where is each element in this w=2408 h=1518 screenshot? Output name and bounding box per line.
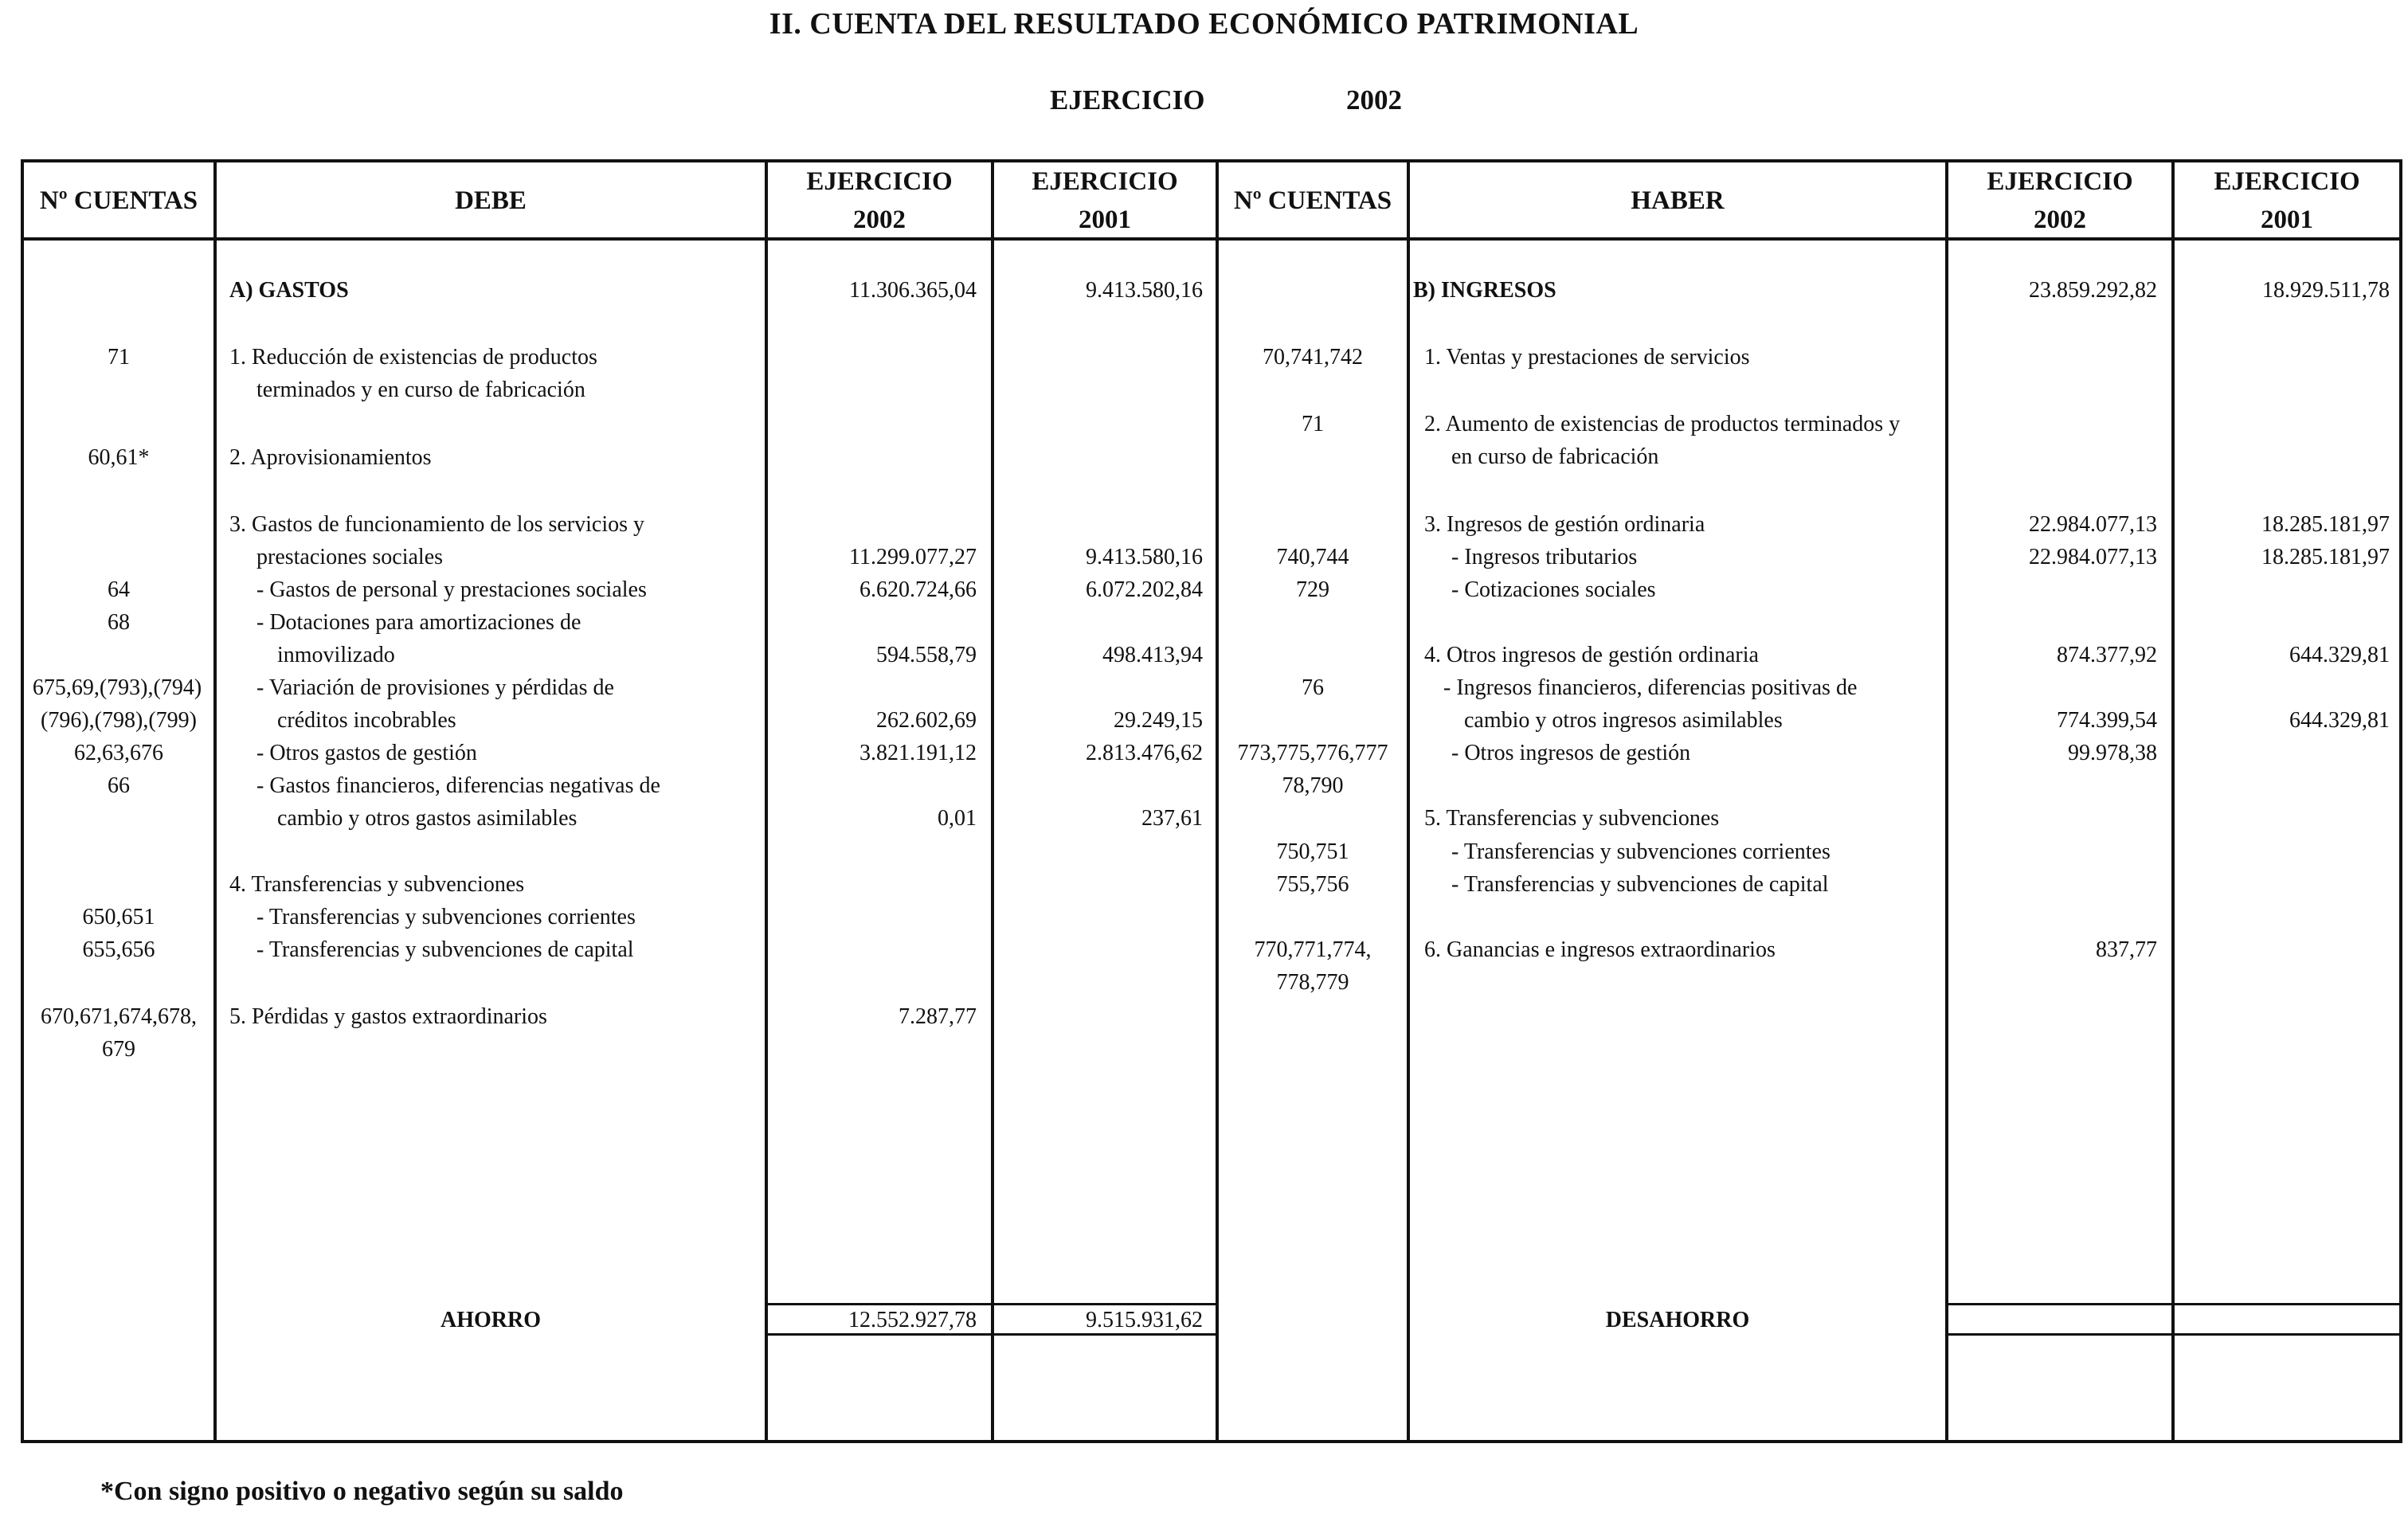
col-divider [2171,162,2175,1440]
header-cuentas-debe: Nº CUENTAS [39,186,198,215]
header-debe-2002: EJERCICIO 2002 [806,167,953,234]
haber-h4b-cuenta1: 773,775,776,777 [1237,741,1388,765]
debe-r1-cuenta: 71 [108,345,130,370]
haber-h5a-cuenta: 750,751 [1276,839,1349,864]
debe-r3a-2002: 6.620.724,66 [859,577,977,602]
debe-r3-line1: 3. Gastos de funcionamiento de los servicios y [229,512,645,537]
debe-r3-line2: prestaciones sociales [256,545,444,569]
fiscal-year-label: EJERCICIO [1050,84,1205,115]
debe-r3d-cuenta: 62,63,676 [74,741,163,765]
haber-h5a-label: - Transferencias y subvenciones corrientes [1451,839,1830,864]
haber-h5b-cuenta: 755,756 [1276,872,1349,897]
debe-r3b-2001: 498.413,94 [1102,643,1203,667]
haber-h5-label: 5. Transferencias y subvenciones [1424,806,1720,831]
haber-h3b-label: - Cotizaciones sociales [1451,577,1656,602]
debe-r3a-cuenta: 64 [108,577,130,602]
debe-r3d-2002: 3.821.191,12 [859,741,977,765]
debe-r3b-cuenta: 68 [108,610,130,635]
debe-r3-2001: 9.413.580,16 [1086,545,1203,569]
haber-h2-line1: 2. Aumento de existencias de productos terminados y [1424,412,1901,436]
fiscal-year-value: 2002 [1346,84,1402,115]
debe-gastos-label: A) GASTOS [229,278,349,303]
debe-r3c-line2: créditos incobrables [277,708,456,733]
debe-r3d-2001: 2.813.476,62 [1086,741,1203,765]
haber-h1-label: 1. Ventas y prestaciones de servicios [1424,345,1750,370]
debe-r3c-cuenta2: (796),(798),(799) [41,708,197,733]
debe-r3c-cuenta1: 675,69,(793),(794) [32,675,202,700]
debe-r3a-label: - Gastos de personal y prestaciones sociales [256,577,647,602]
debe-r2-label: 2. Aprovisionamientos [229,445,432,470]
haber-h4-label: 4. Otros ingresos de gestión ordinaria [1424,643,1759,667]
col-divider [213,162,217,1440]
haber-h4a-cuenta: 76 [1302,675,1324,700]
debe-gastos-2001: 9.413.580,16 [1086,278,1203,303]
debe-r3c-line1: - Variación de provisiones y pérdidas de [256,675,614,700]
debe-ahorro-2001: 9.515.931,62 [1086,1308,1203,1332]
haber-desahorro-label: DESAHORRO [1605,1308,1750,1332]
haber-h3-2002: 22.984.077,13 [2029,512,2157,537]
debe-r5-label: 5. Pérdidas y gastos extraordinarios [229,1004,547,1029]
header-cuentas-haber: Nº CUENTAS [1233,186,1392,215]
haber-h5b-label: - Transferencias y subvenciones de capital [1451,872,1829,897]
haber-h3-2001: 18.285.181,97 [2261,512,2390,537]
col-divider [991,162,994,1440]
fiscal-year-line [1050,84,1402,116]
debe-r3e-2001: 237,61 [1141,806,1203,831]
haber-h4a-2002: 774.399,54 [2057,708,2157,733]
debe-r3c-2001: 29.249,15 [1114,708,1203,733]
haber-h6-cuenta1: 770,771,774, [1254,937,1372,962]
col-divider [765,162,768,1440]
header-haber-2001: EJERCICIO 2001 [2214,167,2360,234]
haber-h6-label: 6. Ganancias e ingresos extraordinarios [1424,937,1776,962]
haber-ingresos-2001: 18.929.511,78 [2262,278,2390,303]
header-debe-2001: EJERCICIO 2001 [1032,167,1178,234]
haber-h2-line2: en curso de fabricación [1451,444,1659,469]
total-line [1945,1333,2402,1336]
haber-h4-2002: 874.377,92 [2057,643,2157,667]
total-line [1945,1303,2402,1305]
haber-h4-2001: 644.329,81 [2289,643,2390,667]
debe-r3e-cuenta: 66 [108,773,130,798]
debe-r5-cuenta2: 679 [102,1037,135,1062]
haber-h1-cuenta: 70,741,742 [1263,345,1363,370]
debe-r4a-label: - Transferencias y subvenciones corrientes [256,905,636,929]
debe-r1-line1: 1. Reducción de existencias de productos [229,345,597,370]
header-haber-2002: EJERCICIO 2002 [1987,167,2133,234]
haber-ingresos-label: B) INGRESOS [1413,278,1556,303]
haber-h3b-cuenta: 729 [1296,577,1329,602]
haber-h2-cuenta: 71 [1302,412,1324,436]
haber-h3a-cuenta: 740,744 [1276,545,1349,569]
col-divider [1945,162,1948,1440]
debe-r3a-2001: 6.072.202,84 [1086,577,1203,602]
debe-r4-label: 4. Transferencias y subvenciones [229,872,525,897]
haber-ingresos-2002: 23.859.292,82 [2029,278,2157,303]
haber-h4b-label: - Otros ingresos de gestión [1451,741,1691,765]
debe-r3e-line1: - Gastos financieros, diferencias negativas de [256,773,660,798]
footnote: *Con signo positivo o negativo según su saldo [100,1477,624,1506]
debe-r1-line2: terminados y en curso de fabricación [256,378,585,402]
haber-h3-label: 3. Ingresos de gestión ordinaria [1424,512,1705,537]
haber-h4a-line1: - Ingresos financieros, diferencias positivas de [1443,675,1858,700]
debe-r5-cuenta1: 670,671,674,678, [41,1004,197,1029]
haber-h4a-2001: 644.329,81 [2289,708,2390,733]
debe-r3b-2002: 594.558,79 [876,643,977,667]
haber-h3a-2001: 18.285.181,97 [2261,545,2390,569]
debe-ahorro-label: AHORRO [440,1308,541,1332]
debe-r3c-2002: 262.602,69 [876,708,977,733]
haber-h4b-cuenta2: 78,790 [1282,773,1344,798]
haber-h4b-2002: 99.978,38 [2068,741,2157,765]
debe-r3b-line2: inmovilizado [277,643,395,667]
debe-r3-2002: 11.299.077,27 [849,545,977,569]
debe-r3e-line2: cambio y otros gastos asimilables [277,806,578,831]
debe-r4a-cuenta: 650,651 [82,905,155,929]
col-divider [1407,162,1410,1440]
haber-h6-2002: 837,77 [2096,937,2157,962]
debe-r5-2002: 7.287,77 [899,1004,977,1029]
haber-h3a-label: - Ingresos tributarios [1451,545,1638,569]
debe-r3b-line1: - Dotaciones para amortizaciones de [256,610,581,635]
page-title: II. CUENTA DEL RESULTADO ECONÓMICO PATRIMONIAL [769,7,1639,41]
debe-r3e-2002: 0,01 [938,806,977,831]
debe-gastos-2002: 11.306.365,04 [849,278,977,303]
debe-ahorro-2002: 12.552.927,78 [848,1308,977,1332]
debe-r4b-label: - Transferencias y subvenciones de capital [256,937,634,962]
haber-h3a-2002: 22.984.077,13 [2029,545,2157,569]
income-statement-table [21,159,2402,1443]
debe-r4b-cuenta: 655,656 [82,937,155,962]
header-debe: DEBE [455,186,527,215]
haber-h6-cuenta2: 778,779 [1276,970,1349,995]
debe-r2-cuenta: 60,61* [88,445,150,470]
debe-r3d-label: - Otros gastos de gestión [256,741,477,765]
header-haber: HABER [1631,186,1725,215]
haber-h4a-line2: cambio y otros ingresos asimilables [1464,708,1783,733]
